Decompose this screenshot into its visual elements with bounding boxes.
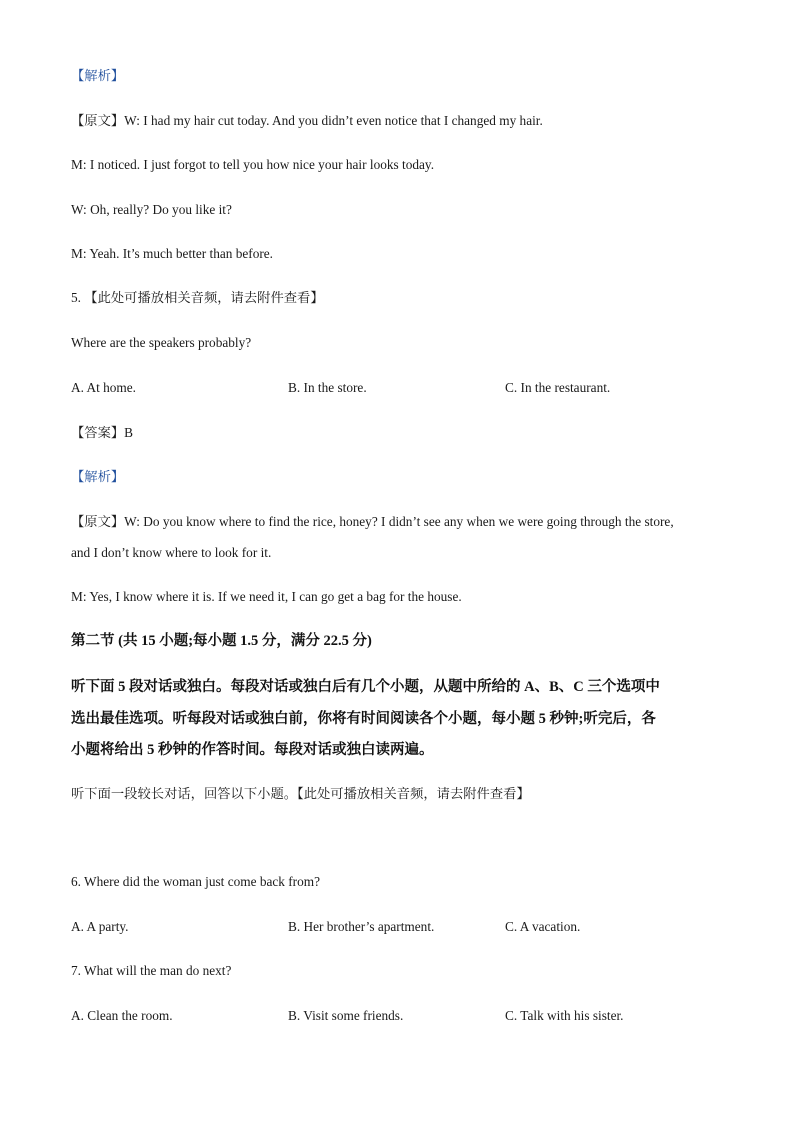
section-2-instructions: 小题将给出 5 秒钟的作答时间。每段对话或独白读两遍。 xyxy=(71,742,434,758)
question-5-text: Where are the speakers probably? xyxy=(71,335,252,350)
question-7-text: 7. What will the man do next? xyxy=(71,963,232,978)
section-2-instructions: 选出最佳选项。听每段对话或独白前，你将有时间阅读各个小题，每小题 5 秒钟;听完后，各 xyxy=(71,711,656,727)
answer-label: 【答案】B xyxy=(71,425,134,440)
option-a: A. Clean the room. xyxy=(71,1008,173,1023)
option-c: C. A vacation. xyxy=(505,919,581,934)
section-2-title: 第二节 (共 15 小题;每小题 1.5 分，满分 22.5 分) xyxy=(71,633,372,649)
question-6-text: 6. Where did the woman just come back from? xyxy=(71,874,320,889)
option-c: C. Talk with his sister. xyxy=(505,1008,624,1023)
transcript-line: and I don’t know where to look for it. xyxy=(71,545,272,560)
question-5-title: 5. 【此处可播放相关音频，请去附件查看】 xyxy=(71,290,324,305)
transcript-line: M: Yes, I know where it is. If we need it, I can go get a bag for the house. xyxy=(71,589,462,604)
option-b: B. Her brother’s apartment. xyxy=(288,919,435,934)
transcript-line: W: Oh, really? Do you like it? xyxy=(71,202,232,217)
option-a: A. At home. xyxy=(71,380,137,395)
option-c: C. In the restaurant. xyxy=(505,380,611,395)
analysis-label: 【解析】 xyxy=(71,469,125,484)
section-2-instructions: 听下面 5 段对话或独白。每段对话或独白后有几个小题，从题中所给的 A、B、C 三个选项中 xyxy=(71,679,660,695)
option-b: B. In the store. xyxy=(288,380,367,395)
option-a: A. A party. xyxy=(71,919,129,934)
long-dialogue-note: 听下面一段较长对话，回答以下小题。【此处可播放相关音频，请去附件查看】 xyxy=(71,786,530,801)
transcript-line: M: Yeah. It’s much better than before. xyxy=(71,246,273,261)
option-b: B. Visit some friends. xyxy=(288,1008,404,1023)
transcript-line: 【原文】W: I had my hair cut today. And you didn’t even notice that I changed my hair. xyxy=(71,113,543,128)
transcript-line: 【原文】W: Do you know where to find the rice, honey? I didn’t see any when we were going through the store, xyxy=(71,514,674,529)
transcript-line: M: I noticed. I just forgot to tell you how nice your hair looks today. xyxy=(71,157,435,172)
analysis-label: 【解析】 xyxy=(71,68,125,83)
